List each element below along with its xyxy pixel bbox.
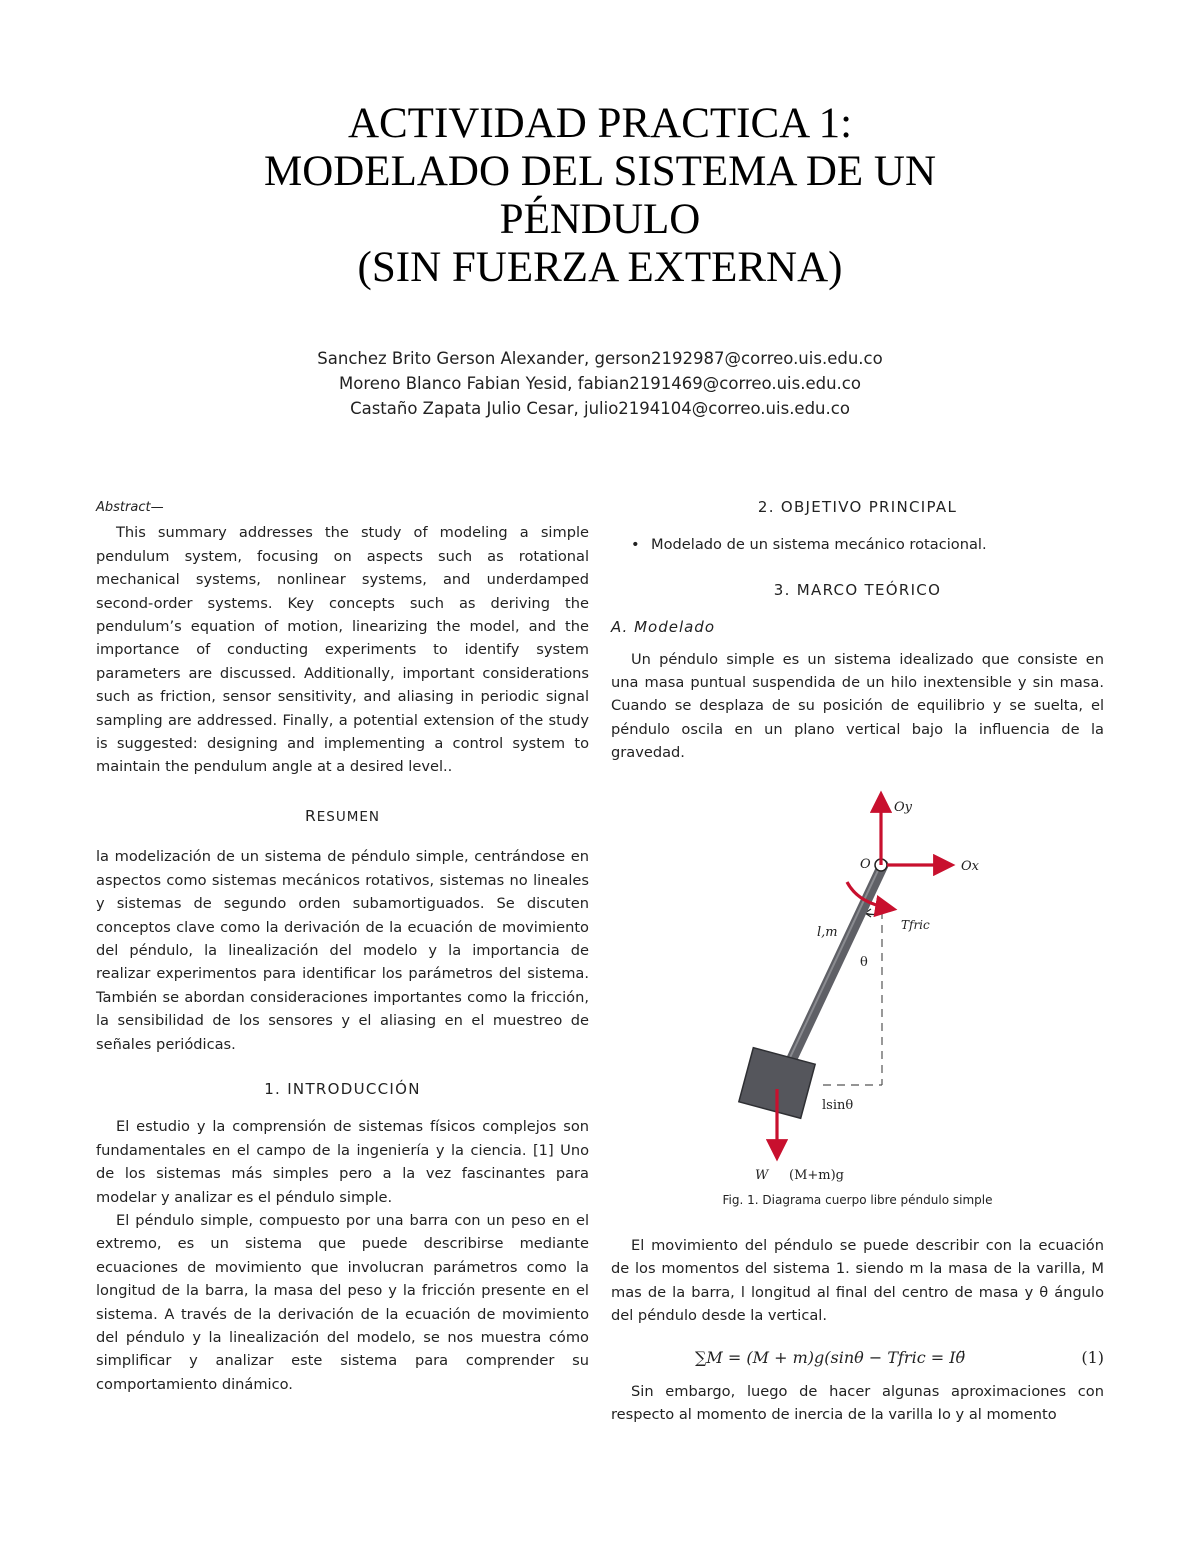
modelado-subheading: A. Modelado [611, 618, 716, 637]
label-theta: θ [860, 954, 868, 970]
resumen-text: la modelización de un sistema de péndulo simple, centrándose en aspectos como sistemas mecánicos rotativos, sistemas no lineales y sistemas de segundo orden subamortiguados. Se discuten conceptos clave como la derivación de la ecuación de movimiento del péndulo, la linealización del modelo y la importancia de realizar experimentos para identificar los parámetros del sistema. También se abordan consideraciones importantes como la fricción, la sensibilidad de los sensores y el aliasing en el muestreo de señales periódicas. [96, 848, 589, 1053]
marco-paragraph-3: Sin embargo, luego de hacer algunas aproximaciones con respecto al momento de inercia de la varilla Io y al momento [611, 1382, 1104, 1424]
intro-heading: 1. INTRODUCCIÓN [264, 1079, 421, 1098]
resumen-heading [96, 805, 589, 829]
objetivo-list [611, 533, 1104, 556]
pendulum-diagram [611, 789, 1104, 1189]
abstract-label: Abstract— [96, 500, 164, 515]
rod-highlight [779, 864, 881, 1081]
author-1: Sanchez Brito Gerson Alexander, gerson2192987@correo.uis.edu.co [317, 349, 883, 368]
title-line-4: (SIN FUERZA EXTERNA) [357, 244, 843, 291]
author-2: Moreno Blanco Fabian Yesid, fabian2191469@correo.uis.edu.co [339, 374, 861, 393]
label-w: W [755, 1167, 769, 1183]
author-list [0, 346, 1200, 421]
objetivo-item: • Modelado de un sistema mecánico rotacional. [611, 533, 1104, 556]
title-line-2: MODELADO DEL SISTEMA DE UN [263, 148, 937, 195]
paper-title [0, 100, 1200, 292]
label-mg: (M+m)g [789, 1167, 844, 1183]
figure-caption: Fig. 1. Diagrama cuerpo libre péndulo simple [722, 1192, 993, 1207]
pendulum-rod [781, 865, 883, 1082]
label-o: O [860, 856, 871, 872]
marco-paragraph-1: Un péndulo simple es un sistema idealizado que consiste en una masa puntual suspendida de un hilo inextensible y sin masa. Cuando se desplaza de su posición de equilibrio y se suelta, el péndulo oscila en un plano vertical bajo la influencia de la gravedad. [611, 650, 1104, 762]
label-oy: Oy [894, 799, 913, 815]
marco-heading: 3. MARCO TEÓRICO [773, 580, 942, 599]
marco-paragraph-2: El movimiento del péndulo se puede describir con la ecuación de los momentos del sistema 1. siendo m la masa de la varilla, M mas de la barra, l longitud al final del centro de masa y θ ángulo del péndulo desde la vertical. [611, 1237, 1104, 1325]
label-lm: l,m [817, 924, 838, 940]
author-3: Castaño Zapata Julio Cesar, julio2194104@correo.uis.edu.co [350, 399, 850, 418]
left-column [96, 496, 589, 1396]
resumen-heading-initial: R [304, 806, 317, 825]
equation-expression: ∑M = (M + m)g(sinθ − Tfric = Iθ̈ [695, 1347, 966, 1367]
title-line-1: ACTIVIDAD PRACTICA 1: [347, 100, 853, 147]
label-ox: Ox [961, 858, 979, 874]
resumen-heading-rest: ESUMEN [316, 808, 381, 825]
pendulum-figure [611, 789, 1104, 1189]
title-line-3: PÉNDULO [499, 196, 701, 243]
intro-paragraph-2: El péndulo simple, compuesto por una barra con un peso en el extremo, es un sistema que puede describirse mediante ecuaciones de movimiento que involucran parámetros como la longitud de la barra, la masa del peso y la fricción presente en el sistema. A través de la derivación de la ecuación de movimiento del péndulo y la linealización del modelo, se nos muestra cómo simplificar y analizar este sistema para comprender su comportamiento dinámico. [96, 1211, 589, 1393]
label-lsin: lsinθ [822, 1097, 854, 1113]
right-column [611, 496, 1104, 1427]
label-tfric: Tfric [901, 917, 930, 932]
abstract-text: This summary addresses the study of modeling a simple pendulum system, focusing on aspects such as rotational mechanical systems, nonlinear systems, and underdamped second-order systems. Key concepts such as deriving the pendulum’s equation of motion, linearizing the model, and the importance of conducting experiments to identify system parameters are discussed. Additionally, important considerations such as friction, sensor sensitivity, and aliasing in periodic signal sampling are addressed. Finally, a potential extension of the study is suggested: designing and implementing a control system to maintain the pendulum angle at a desired level.. [96, 524, 589, 776]
equation-1 [611, 1338, 1104, 1378]
objetivo-heading: 2. OBJETIVO PRINCIPAL [757, 498, 958, 516]
intro-paragraph-1: El estudio y la comprensión de sistemas físicos complejos son fundamentales en el campo de la ingeniería y la ciencia. [1] Uno de los sistemas más simples pero a la vez fascinantes para modelar y analizar es el péndulo simple. [96, 1118, 589, 1206]
equation-number: (1) [1081, 1347, 1104, 1367]
